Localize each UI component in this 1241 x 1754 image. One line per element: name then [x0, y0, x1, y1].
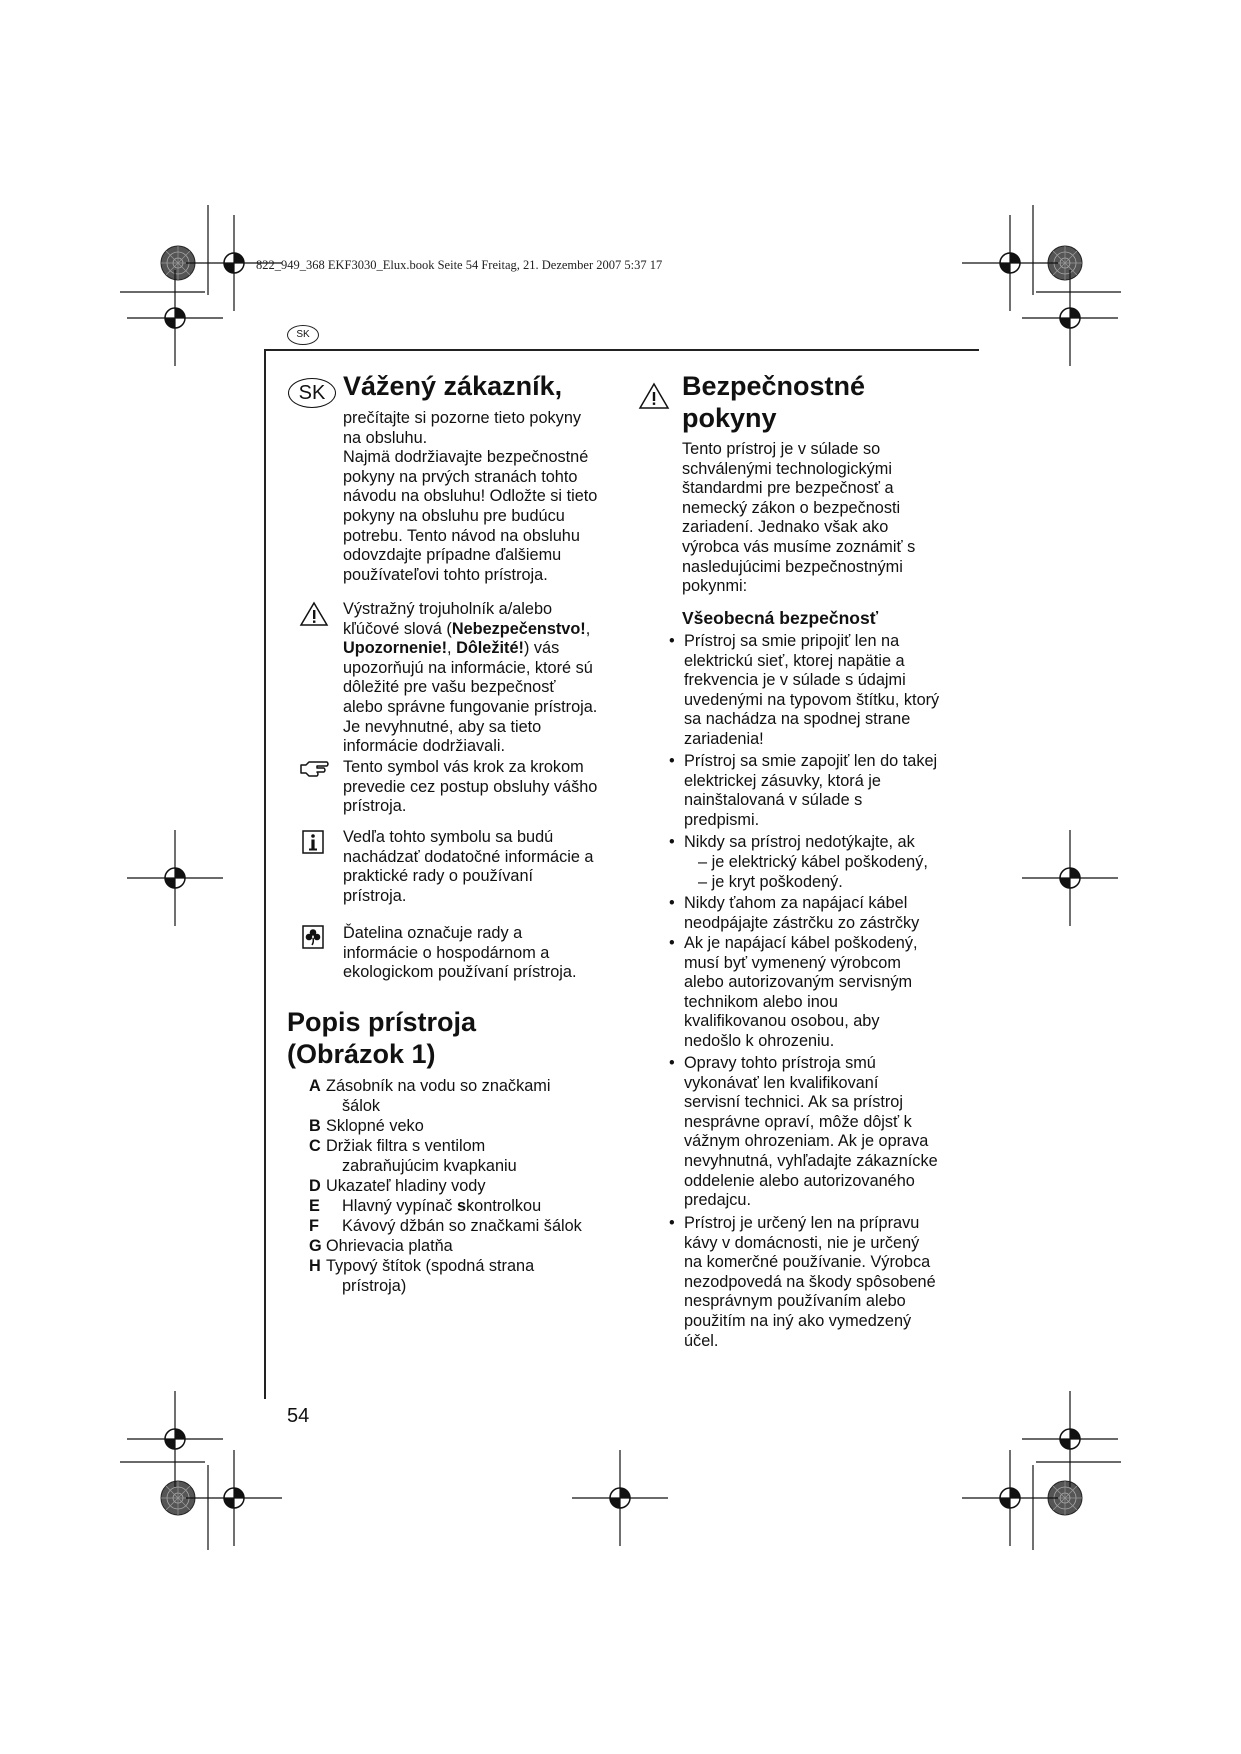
warning-paragraph: [343, 600, 643, 757]
intro-line: na obsluhu.: [343, 428, 428, 447]
intro-line: nasledujúcimi bezpečnostnými: [682, 557, 903, 576]
bullet-line: servisní technici. Ak sa prístroj: [684, 1093, 903, 1112]
dash-line: – je kryt poškodený.: [698, 873, 843, 891]
safety-bullet-2: [669, 752, 959, 830]
bullet-line: sa nachádza na spodnej strane: [684, 710, 911, 729]
part-e: [309, 1197, 609, 1217]
eco-line: Ďatelina označuje rady a: [343, 924, 523, 942]
part-c: [309, 1137, 609, 1177]
warning-line: [343, 620, 643, 640]
intro-line: návodu na obsluhu! Odložte si tieto: [343, 487, 598, 506]
bullet-mark: •: [669, 752, 675, 770]
language-badge: SK: [288, 378, 336, 408]
heading-line: (Obrázok 1): [287, 1039, 436, 1069]
part-b: [309, 1117, 609, 1137]
warning-text: ,: [447, 639, 457, 658]
bullet-line: elektrickú sieť, ktorej napätie a: [684, 651, 905, 670]
step-line: Tento symbol vás krok za krokom: [343, 758, 584, 776]
safety-warning-icon: [638, 382, 670, 410]
warning-triangle-icon: [299, 601, 329, 627]
bullet-line: nesprávnym používaním alebo: [684, 1292, 906, 1311]
intro-line: pokynmi:: [682, 577, 748, 596]
heading-line: Bezpečnostné: [682, 371, 866, 401]
part-text: zabraňujúcim kvapkaniu: [342, 1156, 517, 1175]
safety-bullet-7: [669, 1214, 959, 1351]
part-letter: F: [309, 1217, 319, 1235]
intro-line: Najmä dodržiavajte bezpečnostné: [343, 448, 589, 467]
bullet-mark: •: [669, 1214, 675, 1232]
bullet-line: vykonávať len kvalifikovaní: [684, 1073, 879, 1092]
bullet-line: alebo autorizovaným servisným: [684, 973, 913, 992]
part-text: Ohrievacia platňa: [326, 1237, 453, 1255]
bullet-line: nedošlo k ohrozeniu.: [684, 1031, 835, 1050]
intro-line: výrobca vás musíme zoznámiť s: [682, 537, 916, 556]
bullet-line: Prístroj sa smie zapojiť len do takej: [684, 752, 938, 770]
bullet-line: musí byť vymenený výrobcom: [684, 953, 901, 972]
intro-line: prečítajte si pozorne tieto pokyny: [343, 409, 582, 427]
info-icon: [302, 830, 324, 854]
safety-bullet-5: [669, 934, 959, 1052]
bullet-line: použitím na iný ako vymedzený: [684, 1311, 912, 1330]
intro-line: schválenými technologickými: [682, 459, 892, 478]
bullet-mark: •: [669, 833, 675, 851]
step-line: prístroja.: [343, 797, 407, 816]
bullet-line: Prístroj je určený len na prípravu: [684, 1214, 920, 1232]
bullet-line: elektrickej zásuvky, ktorá je: [684, 771, 881, 790]
part-h: [309, 1257, 609, 1297]
warning-line: informácie dodržiavali.: [343, 737, 505, 756]
keyword-important: Dôležité!: [456, 639, 524, 658]
bullet-line: Ak je napájací kábel poškodený,: [684, 934, 918, 952]
part-text: s: [456, 1197, 466, 1215]
info-line: prístroja.: [343, 886, 407, 905]
info-paragraph: [343, 828, 643, 906]
general-safety-subheading: Všeobecná bezpečnosť: [682, 608, 879, 628]
bullet-line: frekvencia je v súlade s údajmi: [684, 671, 906, 690]
part-letter: E: [309, 1197, 320, 1215]
warning-line: Je nevyhnutné, aby sa tieto: [343, 717, 542, 736]
eco-line: informácie o hospodárnom a: [343, 943, 550, 962]
part-letter: H: [309, 1257, 321, 1275]
warning-line: dôležité pre vašu bezpečnosť: [343, 678, 556, 697]
intro-line: odovzdajte prípadne ďalšiemu: [343, 546, 562, 565]
safety-heading: [682, 370, 865, 434]
bullet-line: nesprávne opraví, môže dôjsť k: [684, 1112, 912, 1131]
warning-line: alebo správne fungovanie prístroja.: [343, 697, 598, 716]
dash-line: – je elektrický kábel poškodený,: [698, 853, 928, 871]
language-badge-top: SK: [287, 325, 319, 345]
keyword-danger: Nebezpečenstvo!: [451, 619, 586, 638]
warning-line: Výstražný trojuholník a/alebo: [343, 600, 553, 618]
part-f: [309, 1217, 609, 1237]
bullet-line: účel.: [684, 1331, 719, 1350]
bullet-line: Nikdy sa prístroj nedotýkajte, ak: [684, 833, 915, 851]
bullet-line: nezodpovedá na škody spôsobené: [684, 1272, 936, 1291]
safety-bullet-3: [669, 833, 959, 853]
part-a: [309, 1077, 609, 1117]
part-text: Typový štítok (spodná strana: [326, 1257, 535, 1275]
warning-text: kľúčové slová (: [343, 619, 452, 638]
bullet-line: technikom alebo inou: [684, 992, 838, 1011]
intro-line: pokyny na obsluhu pre budúcu: [343, 506, 565, 525]
keyword-caution: Upozornenie!: [343, 639, 448, 658]
part-d: [309, 1177, 609, 1197]
intro-line: potrebu. Tento návod na obsluhu: [343, 526, 580, 545]
bullet-mark: •: [669, 894, 675, 912]
top-rule: [264, 349, 979, 351]
pointing-hand-icon: [300, 760, 330, 778]
bullet-line: vážnym ohrozeniam. Ak je oprava: [684, 1132, 929, 1151]
bullet-line: Nikdy ťahom za napájací kábel: [684, 894, 908, 912]
part-text: šálok: [342, 1096, 381, 1115]
part-text: prístroja): [342, 1276, 407, 1295]
info-line: praktické rady o používaní: [343, 867, 534, 886]
bullet-line: predajcu.: [684, 1191, 751, 1210]
part-letter: A: [309, 1077, 321, 1095]
clover-icon: [302, 925, 324, 949]
intro-line: používateľovi tohto prístroja.: [343, 565, 548, 584]
bullet-line: zariadenia!: [684, 729, 764, 748]
part-letter: B: [309, 1117, 321, 1135]
heading-line: pokyny: [682, 403, 777, 433]
info-line: nachádzať dodatočné informácie a: [343, 847, 594, 866]
bullet-line: Prístroj sa smie pripojiť len na: [684, 632, 900, 650]
part-text: Ukazateľ hladiny vody: [326, 1177, 486, 1195]
safety-bullet-1: [669, 632, 959, 750]
part-g: [309, 1237, 609, 1257]
bullet-line: uvedenými na typovom štítku, ktorý: [684, 690, 940, 709]
part-text: kontrolkou: [466, 1197, 542, 1215]
safety-intro: [682, 440, 972, 597]
part-letter: D: [309, 1177, 321, 1195]
info-line: Vedľa tohto symbolu sa budú: [343, 828, 554, 846]
part-letter: G: [309, 1237, 322, 1255]
bullet-line: predpismi.: [684, 810, 760, 829]
heading-line: Popis prístroja: [287, 1007, 477, 1037]
bullet-line: na komerčné používanie. Výrobca: [684, 1253, 931, 1272]
part-text: Hlavný vypínač: [342, 1197, 457, 1215]
eco-paragraph: [343, 924, 643, 983]
print-header: 822_949_368 EKF3030_Elux.book Seite 54 Freitag, 21. Dezember 2007 5:37 17: [256, 258, 663, 272]
bullet-mark: •: [669, 934, 675, 952]
bullet-line: oddelenie alebo autorizovaného: [684, 1171, 915, 1190]
intro-line: štandardmi pre bezpečnosť a: [682, 479, 894, 498]
safety-bullet-6: [669, 1054, 959, 1211]
bullet-line: Opravy tohto prístroja smú: [684, 1054, 876, 1072]
part-text: Kávový džbán so značkami šálok: [342, 1217, 582, 1235]
intro-paragraph: [343, 409, 643, 585]
intro-line: Tento prístroj je v súlade so: [682, 440, 881, 458]
part-letter: C: [309, 1137, 321, 1155]
warning-line: [343, 639, 643, 659]
bullet-line: kvalifikovanou osobou, aby: [684, 1012, 880, 1031]
customer-heading: Vážený zákazník,: [343, 371, 563, 401]
part-text: Zásobník na vodu so značkami: [326, 1077, 551, 1095]
step-line: prevedie cez postup obsluhy vášho: [343, 777, 598, 796]
warning-text: ,: [585, 619, 591, 638]
intro-line: pokyny na prvých stranách tohto: [343, 467, 578, 486]
part-text: Sklopné veko: [326, 1117, 424, 1135]
intro-line: zariadení. Jednako však ako: [682, 518, 889, 537]
eco-line: ekologickom používaní prístroja.: [343, 963, 577, 982]
warning-line: upozorňujú na informácie, ktoré sú: [343, 658, 593, 677]
bullet-line: nevyhnutná, vyhľadajte zákaznícke: [684, 1151, 938, 1170]
step-paragraph: [343, 758, 643, 817]
warning-text: ) vás: [523, 639, 560, 658]
part-text: Držiak filtra s ventilom: [326, 1137, 486, 1155]
safety-bullet-4: [669, 894, 959, 933]
bullet-mark: •: [669, 1054, 675, 1072]
device-description-heading: [287, 1006, 476, 1070]
bullet-line: nainštalovaná v súlade s: [684, 791, 863, 810]
bullet-line: kávy v domácnosti, nie je určený: [684, 1233, 920, 1252]
left-rule: [264, 349, 266, 1399]
intro-line: nemecký zákon o bezpečnosti: [682, 498, 901, 517]
page-number: 54: [287, 1405, 310, 1427]
bullet-mark: •: [669, 632, 675, 650]
bullet-line: neodpájajte zástrčku zo zástrčky: [684, 913, 920, 932]
